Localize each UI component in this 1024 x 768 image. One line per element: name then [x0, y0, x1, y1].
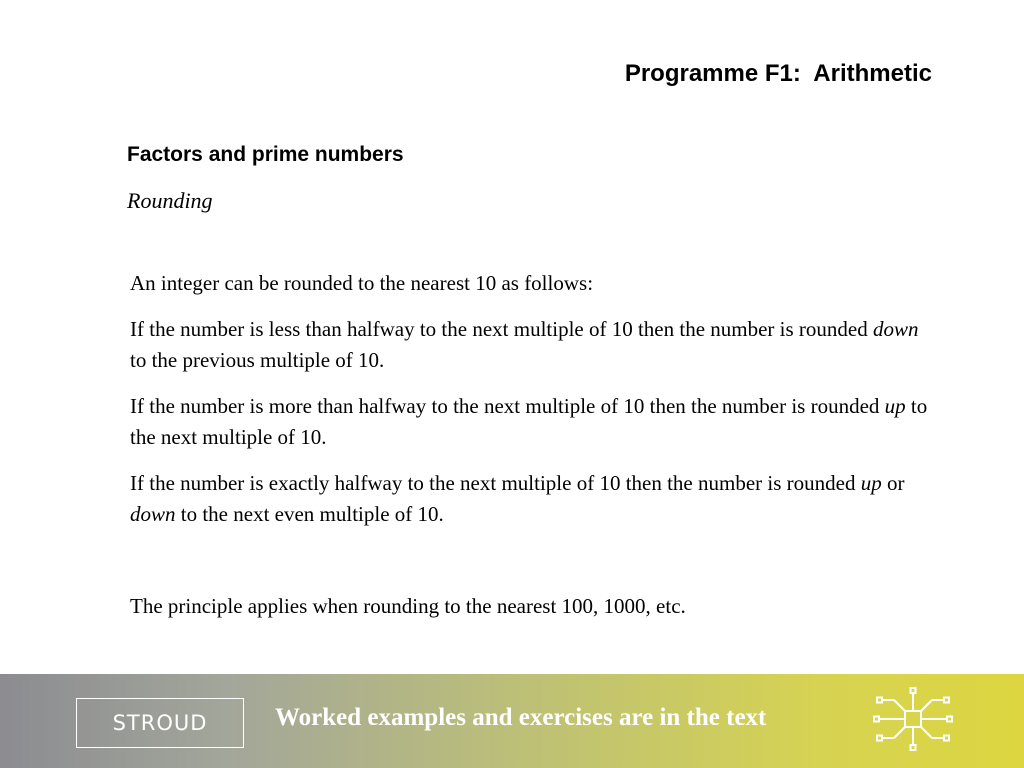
rule-more-text: If the number is more than halfway to the next multiple of 10 then the number is rounded: [130, 394, 885, 418]
programme-title: Programme F1: Arithmetic: [624, 60, 932, 87]
rule-more-emphasis: up: [884, 394, 906, 418]
rule-less-than-halfway: [130, 314, 930, 376]
rule-less-text-end: to the previous multiple of 10.: [130, 348, 385, 372]
rule-exact-text-or: or: [881, 471, 905, 495]
rule-more-than-halfway: [130, 391, 930, 453]
section-subheading: Rounding: [127, 188, 213, 213]
intro-text: An integer can be rounded to the nearest 10 as follows:: [130, 271, 594, 295]
rule-less-emphasis: down: [873, 317, 919, 341]
section-heading: Factors and prime numbers: [127, 143, 404, 166]
rule-exact-text-end: to the next even multiple of 10.: [175, 502, 444, 526]
footer-banner: [0, 674, 1024, 768]
footer-tagline: Worked examples and exercises are in the text: [275, 704, 767, 731]
stroud-logo: [76, 698, 244, 748]
brand-label: STROUD: [112, 711, 208, 735]
rule-exact-text: If the number is exactly halfway to the next multiple of 10 then the number is rounded: [130, 471, 861, 495]
rule-exactly-halfway: [130, 468, 930, 530]
rule-exact-emphasis-down: down: [130, 502, 176, 526]
network-node-icon: [870, 686, 956, 752]
intro-paragraph: [130, 268, 930, 299]
principle-text: The principle applies when rounding to the nearest 100, 1000, etc.: [130, 594, 686, 618]
rule-less-text: If the number is less than halfway to the next multiple of 10 then the number is rounded: [130, 317, 873, 341]
rule-exact-emphasis-up: up: [860, 471, 882, 495]
principle-paragraph: [130, 591, 930, 622]
rule-more-text-end: to the next multiple of 10.: [130, 394, 928, 449]
